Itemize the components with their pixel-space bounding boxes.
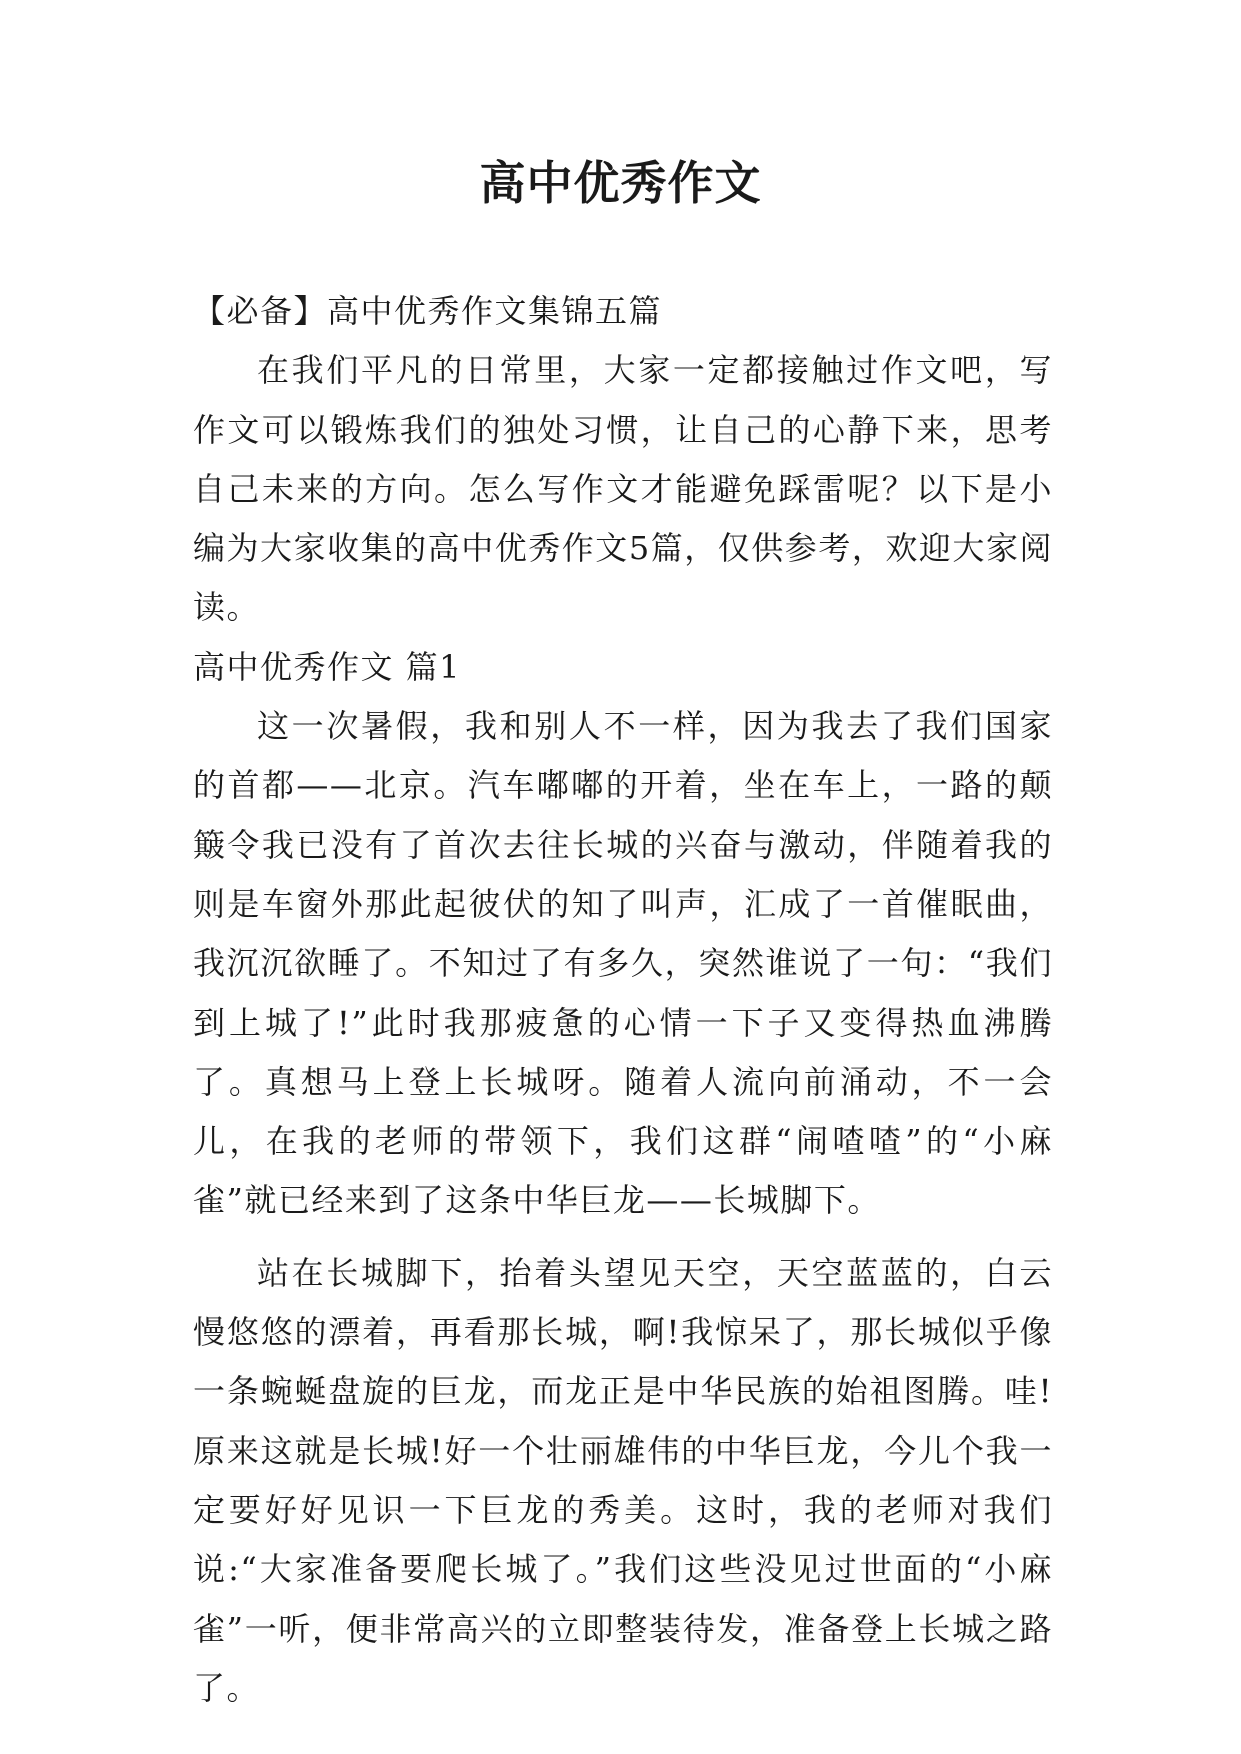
paragraph-gap [193,1231,1053,1244]
intro-paragraph: 在我们平凡的日常里，大家一定都接触过作文吧，写作文可以锻炼我们的独处习惯，让自己的心静下来，思考自己未来的方向。怎么写作文才能避免踩雷呢？以下是小编为大家收集的高中优秀作文5篇，仅供参考，欢迎大家阅读。 [193,351,1053,627]
body-paragraph: 这一次暑假，我和别人不一样，因为我去了我们国家的首都——北京。汽车嘟嘟的开着，坐在车上，一路的颠簸令我已没有了首次去往长城的兴奋与激动，伴随着我的则是车窗外那此起彼伏的知了叫声，汇成了一首催眠曲，我沉沉欲睡了。不知过了有多久，突然谁说了一句：“我们到上城了!”此时我那疲惫的心情一下子又变得热血沸腾了。真想马上登上长城呀。随着人流向前涌动，不一会儿，在我的老师的带领下，我们这群“闹喳喳”的“小麻雀”就已经来到了这条中华巨龙——长城脚下。 [193,707,1053,1220]
body-paragraph: 站在长城脚下，抬着头望见天空，天空蓝蓝的，白云慢悠悠的漂着，再看那长城，啊!我惊呆了，那长城似乎像一条蜿蜒盘旋的巨龙，而龙正是中华民族的始祖图腾。哇!原来这就是长城!好一个壮丽雄伟的中华巨龙，今儿个我一定要好好见识一下巨龙的秀美。这时，我的老师对我们说:“大家准备要爬长城了。”我们这些没见过世面的“小麻雀”一听，便非常高兴的立即整装待发，准备登上长城之路了。 [193,1253,1053,1707]
document-body [193,282,1053,1718]
document-subtitle: 【必备】高中优秀作文集锦五篇 [193,292,663,330]
section-heading: 高中优秀作文 篇1 [193,647,462,686]
document-title: 高中优秀作文 [479,156,762,210]
